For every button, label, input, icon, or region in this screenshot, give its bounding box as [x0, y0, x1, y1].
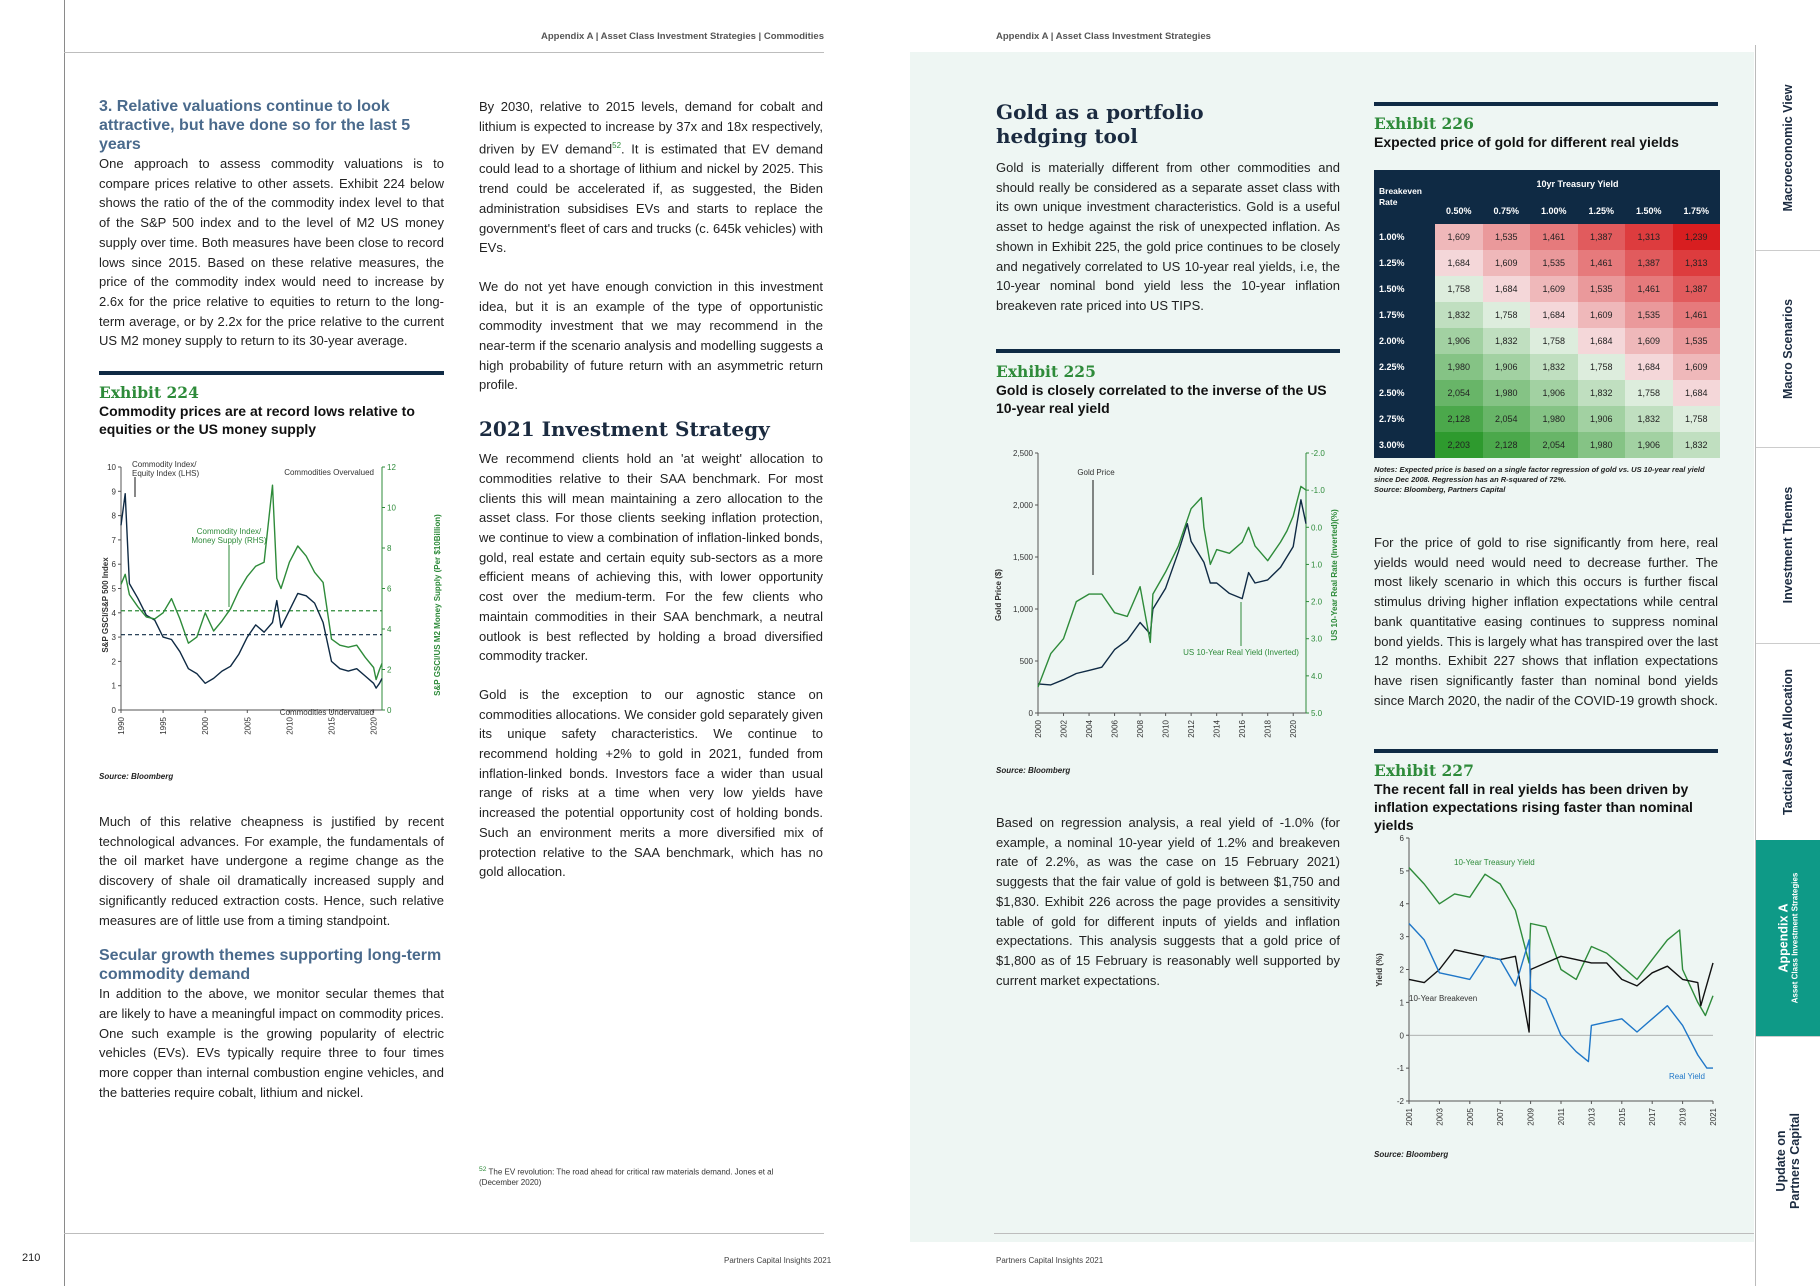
- table-row: [1374, 302, 1720, 328]
- table-row: [1374, 432, 1720, 458]
- table-cell: 1,758: [1435, 276, 1483, 302]
- table-body: [1374, 224, 1720, 458]
- table-row: [1374, 250, 1720, 276]
- table-row-header: 3.00%: [1374, 432, 1435, 458]
- exhibit224-annot-undervalued: Commodities Undervalued: [279, 708, 374, 717]
- exhibit227-x-tick-label: 2005: [1465, 1108, 1475, 1126]
- table-cell: 1,609: [1578, 302, 1626, 328]
- exhibit227-x-tick-label: 2009: [1526, 1108, 1536, 1126]
- footer-left: Partners Capital Insights 2021: [724, 1256, 832, 1265]
- table-cell: 1,758: [1483, 302, 1531, 328]
- tab-tactical-asset-allocation-label: Tactical Asset Allocation: [1781, 668, 1795, 815]
- exhibit224-x-tick-label: 1995: [159, 717, 169, 735]
- exhibit226-rule: [1374, 102, 1718, 106]
- exhibit224-x-tick-label: 2005: [243, 717, 253, 735]
- gold-heading: Gold as a portfolio hedging tool: [996, 100, 1204, 148]
- exhibit225-annot-gold: Gold Price: [1077, 468, 1115, 477]
- exhibit224-series-line-2: [121, 485, 382, 679]
- table-corner-label: Breakeven Rate: [1374, 170, 1435, 224]
- table-cell: 1,980: [1530, 406, 1578, 432]
- table-cell: 1,832: [1483, 328, 1531, 354]
- exhibit227-x-tick-label: 2011: [1557, 1108, 1566, 1126]
- table-cell: 1,684: [1578, 328, 1626, 354]
- exhibit224-y-tick-label: 10: [107, 463, 116, 472]
- exhibit225-y-tick-label-right: 5.0: [1311, 709, 1323, 718]
- regression-block: [996, 813, 1340, 990]
- exhibit224-annot-money: Commodity Index/: [196, 527, 262, 536]
- exhibit225-chart: [996, 445, 1346, 745]
- regression-paragraph: Based on regression analysis, a real yield of -1.0% (for example, a nominal 10-year yield of 1.2% and breakeven rate of 2.2%, as was the case on 15 February 2021) suggests that the fair value of gold is between $1,750 and $1,830. Exhibit 226 across the page provides a sensitivity table of gold for different inputs of yields and inflation expectations. This analysis suggests that a gold price of $1,800 as of 15 February is reasonably well supported by current market expectations.: [996, 815, 1340, 988]
- exhibit227-title: The recent fall in real yields has been driven by inflation expectations rising faster than nominal yields: [1374, 781, 1693, 833]
- exhibit226-notes: [1374, 465, 1720, 495]
- exhibit224-y-tick-label: 0: [111, 706, 116, 715]
- exhibit225-y-tick-label: 2,500: [1012, 449, 1033, 458]
- exhibit226-source: Source: Bloomberg, Partners Capital: [1374, 485, 1506, 494]
- exhibit227-y-tick-label: 3: [1399, 932, 1404, 942]
- exhibit225-y-tick-label-right: 0.0: [1311, 523, 1323, 533]
- table-cell: 1,609: [1483, 250, 1531, 276]
- exhibit227-x-tick-label: 2021: [1709, 1108, 1718, 1126]
- section-tabs: [1755, 45, 1820, 1286]
- exhibit224-chart: [99, 455, 444, 755]
- table-cell: 1,535: [1625, 302, 1673, 328]
- exhibit227-annot-treasury: 10-Year Treasury Yield: [1454, 858, 1535, 867]
- table-cell: 1,906: [1578, 406, 1626, 432]
- exhibit225-annot-realyield: US 10-Year Real Yield (Inverted): [1183, 648, 1299, 657]
- exhibit226-title: Expected price of gold for different real yields: [1374, 134, 1679, 150]
- exhibit224-ylabel-right: S&P GSCI/US M2 Money Supply (Per $10Billion): [433, 514, 442, 696]
- table-column-header: 0.50%: [1435, 198, 1483, 224]
- exhibit224-x-tick-label: 2000: [201, 717, 211, 735]
- exhibit225-x-tick-label: 2014: [1212, 720, 1222, 738]
- exhibit224-x-tick-label: 2015: [327, 717, 337, 735]
- exhibit224-x-tick-label: 2010: [285, 717, 295, 735]
- exhibit224-annot-overvalued: Commodities Overvalued: [284, 468, 374, 477]
- table-cell: 1,758: [1625, 380, 1673, 406]
- exhibit224-y-tick-label: 9: [111, 487, 116, 497]
- table-cell: 1,387: [1578, 224, 1626, 250]
- left-column-1: [99, 97, 444, 351]
- exhibit225-x-tick-label: 2016: [1238, 720, 1248, 738]
- exhibit227-y-tick-label: -1: [1396, 1064, 1404, 1074]
- tab-investment-themes[interactable]: [1756, 447, 1820, 644]
- table-cell: 1,832: [1530, 354, 1578, 380]
- table-cell: 2,203: [1435, 432, 1483, 458]
- table-cell: 1,758: [1530, 328, 1578, 354]
- exhibit225-x-tick-label: 2002: [1059, 720, 1069, 738]
- table-cell: 1,609: [1625, 328, 1673, 354]
- table-column-group: 10yr Treasury Yield: [1435, 170, 1720, 198]
- exhibit225-series-line-1: [1038, 500, 1306, 685]
- table-cell: 1,684: [1435, 250, 1483, 276]
- exhibit225-x-tick-label: 2004: [1085, 720, 1095, 738]
- table-row-header: 2.25%: [1374, 354, 1435, 380]
- exhibit225-y-tick-label: 1,500: [1012, 553, 1033, 562]
- table-cell: 1,832: [1673, 432, 1721, 458]
- exhibit224-number: Exhibit 224: [99, 383, 199, 402]
- exhibit225-y-tick-label-right: 2.0: [1311, 597, 1323, 607]
- exhibit225-x-tick-label: 2018: [1263, 720, 1273, 738]
- running-head-right: Appendix A | Asset Class Investment Strategies: [996, 31, 1211, 42]
- table-row-header: 1.00%: [1374, 224, 1435, 250]
- exhibit227-x-tick-label: 2003: [1435, 1108, 1445, 1126]
- strategy-heading: 2021 Investment Strategy: [479, 417, 770, 442]
- exhibit225-x-tick-label: 2010: [1161, 720, 1171, 738]
- exhibit224-y-tick-label-right: 0: [387, 706, 392, 715]
- exhibit224-x-tick-label: 1990: [117, 717, 126, 735]
- bottom-rule-left: [64, 1233, 824, 1234]
- tab-macro-scenarios[interactable]: [1756, 250, 1820, 448]
- table-row-header: 2.75%: [1374, 406, 1435, 432]
- exhibit224-annot-money-2: Money Supply (RHS): [191, 536, 267, 545]
- exhibit224-y-tick-label: 6: [111, 560, 116, 570]
- exhibit227-y-tick-label: -2: [1396, 1097, 1404, 1106]
- exhibit225-ylabel-left: Gold Price ($): [994, 568, 1003, 622]
- exhibit227-x-tick-label: 2001: [1405, 1108, 1414, 1126]
- exhibit227-number: Exhibit 227: [1374, 761, 1474, 780]
- table-row: [1374, 224, 1720, 250]
- exhibit227-axes: [1397, 834, 1718, 1126]
- tab-appendix-a-subtitle: Asset Class Investment Strategies: [1790, 872, 1800, 1004]
- tab-investment-themes-label: Investment Themes: [1781, 486, 1795, 604]
- exhibit224-y-tick-label-right: 6: [387, 584, 392, 594]
- table-row-header: 2.50%: [1374, 380, 1435, 406]
- exhibit224-series-line-1: [121, 494, 382, 688]
- rise-block: [1374, 533, 1718, 710]
- tab-macroeconomic-view-label: Macroeconomic View: [1781, 84, 1795, 211]
- exhibit224-y-tick-label: 7: [111, 535, 116, 545]
- table-cell: 1,684: [1483, 276, 1531, 302]
- table-row: [1374, 406, 1720, 432]
- exhibit224-y-tick-label: 5: [111, 584, 116, 594]
- ev-paragraph: [479, 97, 823, 258]
- exhibit225-source: Source: Bloomberg: [996, 766, 1071, 775]
- table-row-header: 1.50%: [1374, 276, 1435, 302]
- gold-body: Gold is materially different from other commodities and should really be considered as a separate asset class with its own unique investment characteristics. Gold is a useful asset to hedge against the risk of unexpected inflation. As shown in Exhibit 225, the gold price continues to be closely and negatively correlated to US 10-year real yields, i.e, the 10-year nominal bond yield less the 10-year inflation breakeven rate priced into US TIPS.: [996, 160, 1340, 313]
- exhibit227-y-tick-label: 4: [1399, 899, 1404, 909]
- table-cell: 1,684: [1673, 380, 1721, 406]
- exhibit225-x-tick-label: 2012: [1187, 720, 1197, 738]
- table-row: [1374, 276, 1720, 302]
- exhibit224-y-tick-label-right: 10: [387, 503, 396, 513]
- table-column-header: 1.00%: [1530, 198, 1578, 224]
- table-row-header: 1.75%: [1374, 302, 1435, 328]
- exhibit227-x-tick-label: 2019: [1678, 1108, 1688, 1126]
- exhibit227-annot-breakeven: 10-Year Breakeven: [1409, 994, 1478, 1003]
- page-number-left: 210: [22, 1252, 41, 1264]
- table-column-header: 1.25%: [1578, 198, 1626, 224]
- exhibit225-axes: [1013, 449, 1325, 738]
- exhibit224-y-tick-label: 8: [111, 511, 116, 521]
- table-row: [1374, 354, 1720, 380]
- exhibit225-y-tick-label: 2,000: [1012, 501, 1033, 510]
- table-cell: 1,684: [1530, 302, 1578, 328]
- table-cell: 1,758: [1673, 406, 1721, 432]
- exhibit226-number: Exhibit 226: [1374, 114, 1474, 133]
- table-cell: 1,684: [1625, 354, 1673, 380]
- table-cell: 1,609: [1530, 276, 1578, 302]
- tab-tactical-asset-allocation[interactable]: [1756, 643, 1820, 841]
- exhibit227-y-tick-label: 5: [1399, 866, 1404, 876]
- table-cell: 1,906: [1483, 354, 1531, 380]
- exhibit225-x-tick-label: 2000: [1034, 720, 1043, 738]
- table-cell: 2,054: [1435, 380, 1483, 406]
- strategy-paragraph-1: We recommend clients hold an 'at weight' allocation to commodities relative to their SAA benchmark. For most clients this will mean maintaining a zero allocation to the asset class. For those clients seeking inflation protection, we continue to view a combination of inflation-linked bonds, gold, real estate and certain equity sub-sectors as a more efficient means of achieving this, with lower opportunity cost over the medium-term. For the few clients who maintain commodities in their SAA benchmark, a neutral outlook is best reflected by holding a broad diversified commodity tracker.: [479, 451, 823, 664]
- exhibit225-y-tick-label-right: -2.0: [1311, 449, 1325, 458]
- table-cell: 1,535: [1483, 224, 1531, 250]
- secular-heading: Secular growth themes supporting long-term commodity demand: [99, 947, 442, 984]
- exhibit225-header: [996, 362, 1340, 417]
- ev-paragraph-b: . It is estimated that EV demand could lead to a shortage of lithium and nickel by 2025. This trend could be accelerated if, as suggested, the Biden administration subsidises EVs and starts to replace the government's fleet of cars and trucks (c. 645k vehicles) with EVs.: [479, 141, 823, 256]
- ev-paragraph-a: By 2030, relative to 2015 levels, demand for cobalt and lithium is expected to increase by 37x and 18x respectively, driven by EV demand: [479, 99, 823, 157]
- table-cell: 1,535: [1530, 250, 1578, 276]
- exhibit224-x-tick-label: 2020: [369, 717, 379, 735]
- table-cell: 1,980: [1483, 380, 1531, 406]
- table-cell: 2,054: [1483, 406, 1531, 432]
- left-column-2: [479, 97, 823, 882]
- exhibit227-y-tick-label: 6: [1399, 834, 1404, 843]
- left-column-1-lower: [99, 812, 444, 1102]
- exhibit227-y-tick-label: 0: [1399, 1031, 1404, 1041]
- conviction-paragraph: We do not yet have enough conviction in this investment idea, but it is an example of the type of opportunistic commodity investment that we may recommend in the near-term if the scenario analysis and modelling suggests a high probability of future return with an asymmetric return profile.: [479, 278, 823, 393]
- table-row: [1374, 328, 1720, 354]
- table-cell: 1,906: [1435, 328, 1483, 354]
- exhibit227-ylabel: Yield (%): [1375, 953, 1384, 987]
- exhibit227-annot-realyield: Real Yield: [1668, 1072, 1705, 1081]
- secular-body: In addition to the above, we monitor secular themes that are likely to have a meaningful impact on commodity prices. One such example is the growing popularity of electric vehicles (EVs). EVs typically require three to four times more copper than internal combustion engine vehicles, and the batteries require cobalt, lithium and nickel.: [99, 986, 444, 1100]
- section3-heading: 3. Relative valuations continue to look attractive, but have done so for the last 5 years: [99, 98, 411, 153]
- table-cell: 1,535: [1673, 328, 1721, 354]
- table-cell: 1,313: [1673, 250, 1721, 276]
- exhibit224-rule: [99, 371, 444, 375]
- exhibit225-y-tick-label: 0: [1028, 709, 1033, 718]
- exhibit224-y-tick-label: 3: [111, 633, 116, 643]
- ev-footnote-ref[interactable]: 52: [612, 141, 622, 151]
- exhibit227-series: [1409, 868, 1713, 1069]
- table-cell: 1,609: [1673, 354, 1721, 380]
- table-cell: 2,128: [1483, 432, 1531, 458]
- table-cell: 1,461: [1625, 276, 1673, 302]
- exhibit227-x-tick-label: 2017: [1648, 1108, 1658, 1126]
- exhibit225-number: Exhibit 225: [996, 362, 1096, 381]
- table-cell: 1,535: [1578, 276, 1626, 302]
- table-cell: 1,832: [1625, 406, 1673, 432]
- exhibit224-axes: [107, 463, 396, 735]
- exhibit225-x-tick-label: 2006: [1110, 720, 1120, 738]
- top-rule-left: [64, 52, 824, 53]
- strategy-paragraph-2: Gold is the exception to our agnostic stance on commodities allocations. We consider gold separately given its unique safety characteristics. We continue to recommend holding +2% to gold in 2021, funded from inflation-linked bonds. Investors face a wider than usual range of risks at a time when very low yields have increased the potential opportunity cost of holding bonds. Such an environment merits a more diversified mix of protection relative to the SAA benchmark, which has no gold allocation.: [479, 686, 823, 880]
- table-cell: 1,461: [1530, 224, 1578, 250]
- table-cell: 2,128: [1435, 406, 1483, 432]
- table-cell: 1,387: [1625, 250, 1673, 276]
- tab-appendix-a-title: Appendix A: [1776, 903, 1791, 973]
- section3-body: One approach to assess commodity valuations is to compare prices relative to other assets. Exhibit 224 below shows the ratio of the of the commodity index level to that of the S&P 500 index and to the level of M2 US money supply over time. Both measures have been close to record lows since 2015. Based on these relative measures, the price of the commodity index would need to increase by 2.6x for the price relative to equities to return to the long-term average, or by 2.2x for the price relative to the current US M2 money supply to return to its 30-year average.: [99, 156, 444, 349]
- exhibit227-y-tick-label: 2: [1399, 965, 1404, 975]
- table-cell: 1,758: [1578, 354, 1626, 380]
- tab-appendix-a-label: [1777, 873, 1800, 1004]
- table-cell: 1,980: [1435, 354, 1483, 380]
- footer-right: Partners Capital Insights 2021: [996, 1256, 1104, 1265]
- exhibit225-y-tick-label-right: 1.0: [1311, 560, 1323, 570]
- exhibit227-header: [1374, 761, 1718, 834]
- notes-label: Notes:: [1374, 465, 1398, 474]
- table-column-header: 1.50%: [1625, 198, 1673, 224]
- exhibit224-y-tick-label-right: 8: [387, 544, 392, 553]
- exhibit224-ylabel-left: S&P GSCI/S&P 500 Index: [101, 557, 110, 653]
- exhibit227-chart: [1374, 830, 1724, 1138]
- exhibit225-y-tick-label: 1,000: [1012, 605, 1033, 614]
- exhibit224-series: [121, 485, 382, 688]
- exhibit224-y-tick-label-right: 4: [387, 625, 392, 634]
- right-column-1: [996, 100, 1340, 316]
- table-cell: 1,461: [1578, 250, 1626, 276]
- exhibit224-header: [99, 383, 444, 438]
- exhibit227-x-tick-label: 2007: [1496, 1108, 1506, 1126]
- table-cell: 1,239: [1673, 224, 1721, 250]
- table-cell: 1,980: [1578, 432, 1626, 458]
- table-cell: 1,461: [1673, 302, 1721, 328]
- gold-sensitivity-table: [1374, 170, 1720, 458]
- exhibit224-y-tick-label-right: 12: [387, 463, 396, 472]
- tab-macroeconomic-view[interactable]: [1756, 45, 1820, 251]
- exhibit225-x-tick-label: 2020: [1289, 720, 1299, 738]
- exhibit225-x-tick-label: 2008: [1136, 720, 1146, 738]
- exhibit225-rule: [996, 349, 1340, 353]
- exhibit224-y-tick-label: 1: [111, 681, 116, 691]
- exhibit225-ylabel-right: US 10-Year Real Rate (Inverted)(%): [1330, 509, 1339, 641]
- table-row-header: 1.25%: [1374, 250, 1435, 276]
- table-column-header: 0.75%: [1483, 198, 1531, 224]
- exhibit224-annot-equity: Commodity Index/: [132, 460, 197, 469]
- table-cell: 1,387: [1673, 276, 1721, 302]
- exhibit227-x-tick-label: 2013: [1587, 1108, 1597, 1126]
- cheapness-paragraph: Much of this relative cheapness is justified by recent technological advances. For example, the fundamentals of the oil market have undergone a regime change as the discovery of shale oil dramatically increased supply and significantly reduced extraction costs. Hence, such relative measures are of little use from a timing standpoint.: [99, 814, 444, 928]
- table-cell: 2,054: [1530, 432, 1578, 458]
- table-row: [1374, 380, 1720, 406]
- table-cell: 1,906: [1625, 432, 1673, 458]
- table-cell: 1,313: [1625, 224, 1673, 250]
- exhibit225-title: Gold is closely correlated to the inverse of the US 10-year real yield: [996, 382, 1327, 416]
- exhibit227-x-tick-label: 2015: [1617, 1108, 1627, 1126]
- footnote: [479, 1165, 779, 1188]
- exhibit224-title: Commodity prices are at record lows relative to equities or the US money supply: [99, 403, 415, 437]
- table-cell: 1,832: [1435, 302, 1483, 328]
- tab-update-partners-capital[interactable]: [1756, 1036, 1820, 1286]
- table-cell: 1,609: [1435, 224, 1483, 250]
- exhibit224-source: Source: Bloomberg: [99, 772, 174, 781]
- footnote-number: 52: [479, 1166, 487, 1173]
- table-column-header: 1.75%: [1673, 198, 1721, 224]
- exhibit224-y-tick-label: 4: [111, 608, 116, 618]
- exhibit226-header: [1374, 114, 1718, 151]
- exhibit227-rule: [1374, 749, 1718, 753]
- tab-macro-scenarios-label: Macro Scenarios: [1781, 298, 1795, 399]
- table-cell: 1,832: [1578, 380, 1626, 406]
- bottom-rule-right: [994, 1233, 1754, 1234]
- tab-appendix-a[interactable]: [1756, 840, 1820, 1037]
- exhibit224-y-tick-label-right: 2: [387, 665, 392, 675]
- running-head-left: Appendix A | Asset Class Investment Strategies | Commodities: [541, 31, 825, 42]
- exhibit227-source: Source: Bloomberg: [1374, 1150, 1449, 1159]
- notes-text: Expected price is based on a single factor regression of gold vs. US 10-year real yield since Dec 2008. Regression has an R-squared of 72%.: [1374, 465, 1705, 484]
- exhibit225-y-tick-label-right: 3.0: [1311, 634, 1323, 644]
- rise-paragraph: For the price of gold to rise significantly from here, real yields would need would need to decrease further. The most likely scenario in which this occurs is further fiscal stimulus driving higher inflation expectations while central bank quantitative easing continues to suppress nominal bond yields. This is largely what has transpired over the last 12 months. Exhibit 227 shows that inflation expectations have risen significantly faster than nominal bond yields since March 2020, the nadir of the COVID-19 growth shock.: [1374, 535, 1718, 708]
- exhibit224-y-tick-label: 2: [111, 657, 116, 667]
- table-row-header: 2.00%: [1374, 328, 1435, 354]
- exhibit225-y-tick-label-right: 4.0: [1311, 671, 1323, 681]
- left-page-edge: [64, 0, 65, 1286]
- exhibit227-y-tick-label: 1: [1399, 998, 1404, 1008]
- footnote-text: The EV revolution: The road ahead for critical raw materials demand. Jones et al (December 2020): [479, 1167, 774, 1187]
- exhibit225-y-tick-label: 500: [1019, 657, 1033, 666]
- exhibit224-annot-equity-2: Equity Index (LHS): [132, 469, 200, 478]
- tab-update-partners-capital-label: Update on Partners Capital: [1774, 1113, 1802, 1209]
- exhibit225-y-tick-label-right: -1.0: [1311, 486, 1325, 496]
- table-cell: 1,906: [1530, 380, 1578, 406]
- exhibit227-series-line-2: [1409, 950, 1713, 1032]
